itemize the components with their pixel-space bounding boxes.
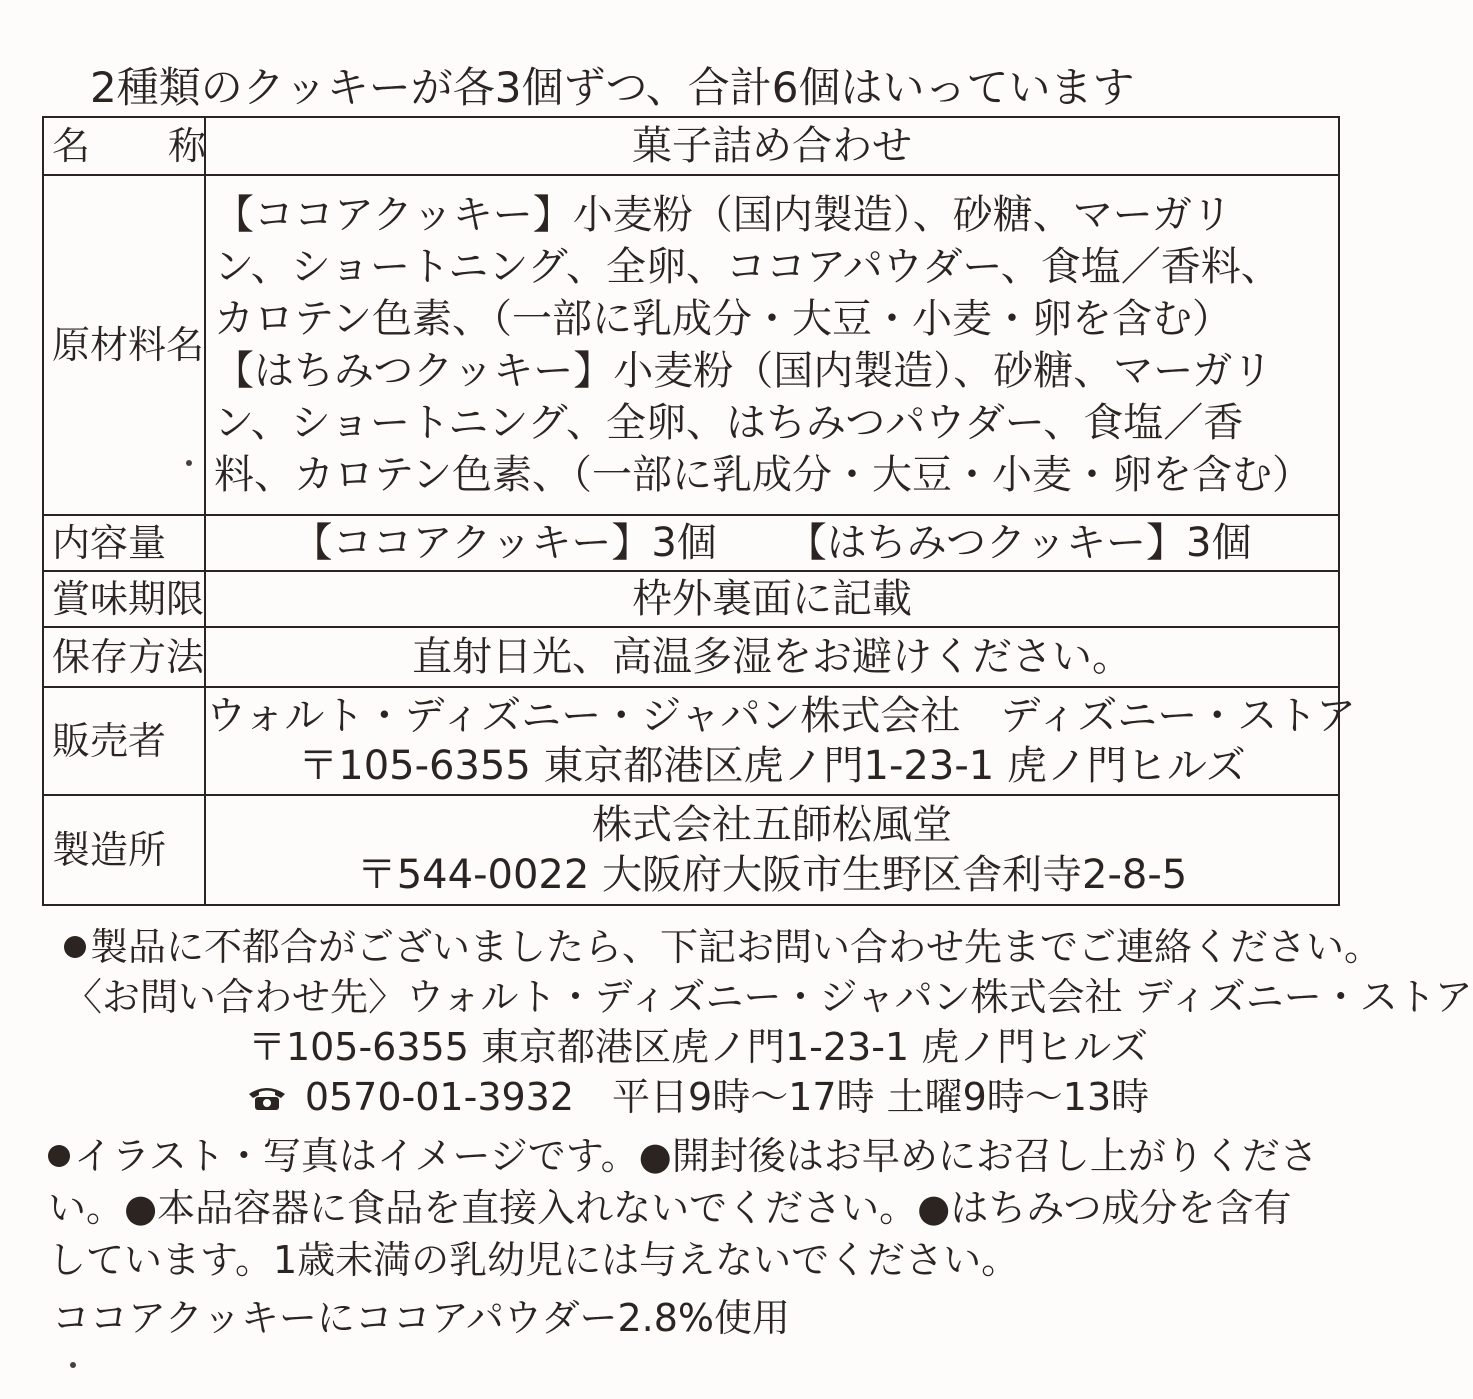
maker-company: 株式会社五師松風堂 bbox=[592, 802, 952, 848]
ingredients-line: カロテン色素、（一部に乳成分・大豆・小麦・卵を含む） bbox=[214, 296, 1232, 342]
ingredients-line: ン、ショートニング、全卵、はちみつパウダー、食塩／香 bbox=[214, 400, 1244, 446]
label-expiry: 賞味期限 bbox=[43, 571, 205, 627]
label-storage: 保存方法 bbox=[43, 627, 205, 687]
row-contents bbox=[43, 515, 1339, 571]
ingredients-line: ン、ショートニング、全卵、ココアパウダー、食塩／香料、 bbox=[214, 244, 1281, 290]
caution-line: い。●本品容器に食品を直接入れないでください。●はちみつ成分を含有 bbox=[48, 1186, 1292, 1230]
row-ingredients bbox=[43, 175, 1339, 515]
ingredients-line: 【ココアクッキー】小麦粉（国内製造）、砂糖、マーガリ bbox=[214, 192, 1232, 238]
seller-address: 〒105-6355 東京都港区虎ノ門1-23-1 虎ノ門ヒルズ bbox=[298, 743, 1246, 789]
row-seller bbox=[43, 687, 1339, 795]
value-expiry: 枠外裏面に記載 bbox=[205, 571, 1339, 627]
value-seller bbox=[205, 687, 1356, 795]
contact-intro: 製品に不都合がございましたら、下記お問い合わせ先までご連絡ください。 bbox=[90, 925, 1383, 969]
value-name: 菓子詰め合わせ bbox=[205, 117, 1339, 175]
label-contents: 内容量 bbox=[43, 515, 205, 571]
cocoa-powder-note: ココアクッキーにココアパウダー2.8%使用 bbox=[52, 1296, 790, 1340]
contact-notes bbox=[48, 922, 1473, 1122]
maker-address: 〒544-0022 大阪府大阪市生野区舎利寺2-8-5 bbox=[356, 852, 1188, 898]
contents-honey: 【はちみつクッキー】3個 bbox=[786, 520, 1252, 566]
ingredients-line: 料、カロテン色素、（一部に乳成分・大豆・小麦・卵を含む） bbox=[214, 452, 1312, 498]
caution-line bbox=[48, 1130, 1348, 1182]
label-ingredients: 原材料名 bbox=[43, 175, 205, 515]
row-expiry bbox=[43, 571, 1339, 627]
value-maker bbox=[205, 795, 1339, 905]
row-maker bbox=[43, 795, 1339, 905]
contact-phone-line bbox=[48, 1072, 1348, 1122]
product-info-table bbox=[42, 116, 1356, 906]
bullet-icon bbox=[48, 1145, 70, 1167]
contact-address: 〒105-6355 東京都港区虎ノ門1-23-1 虎ノ門ヒルズ bbox=[247, 1025, 1149, 1069]
row-name bbox=[43, 117, 1339, 175]
bullet-icon bbox=[64, 936, 86, 958]
label-maker: 製造所 bbox=[43, 795, 205, 905]
label-seller: 販売者 bbox=[43, 687, 205, 795]
contact-intro-line bbox=[48, 922, 1383, 972]
caution-line: しています。1歳未満の乳幼児には与えないでください。 bbox=[48, 1238, 1020, 1282]
row-storage bbox=[43, 627, 1339, 687]
contents-cocoa: 【ココアクッキー】3個 bbox=[292, 520, 717, 566]
print-speck bbox=[186, 460, 192, 466]
value-storage: 直射日光、高温多湿をお避けください。 bbox=[205, 627, 1339, 687]
headline: 2種類のクッキーが各3個ずつ、合計6個はいっています bbox=[90, 63, 1135, 112]
label-name: 名 称 bbox=[43, 117, 205, 175]
contact-phone: 0570-01-3932 平日9時～17時 土曜9時～13時 bbox=[304, 1075, 1150, 1119]
caution-notes bbox=[48, 1130, 1348, 1286]
telephone-icon bbox=[247, 1084, 287, 1112]
print-speck bbox=[70, 1362, 76, 1368]
caution-text: イラスト・写真はイメージです。●開封後はお早めにお召し上がりくださ bbox=[74, 1134, 1318, 1178]
seller-company: ウォルト・ディズニー・ジャパン株式会社 ディズニー・ストア bbox=[206, 693, 1356, 739]
value-ingredients bbox=[205, 175, 1339, 515]
contact-company: 〈お問い合わせ先〉ウォルト・ディズニー・ジャパン株式会社 ディズニー・ストア bbox=[64, 975, 1473, 1019]
value-contents bbox=[205, 515, 1339, 571]
ingredients-line: 【はちみつクッキー】小麦粉（国内製造）、砂糖、マーガリ bbox=[214, 348, 1273, 394]
